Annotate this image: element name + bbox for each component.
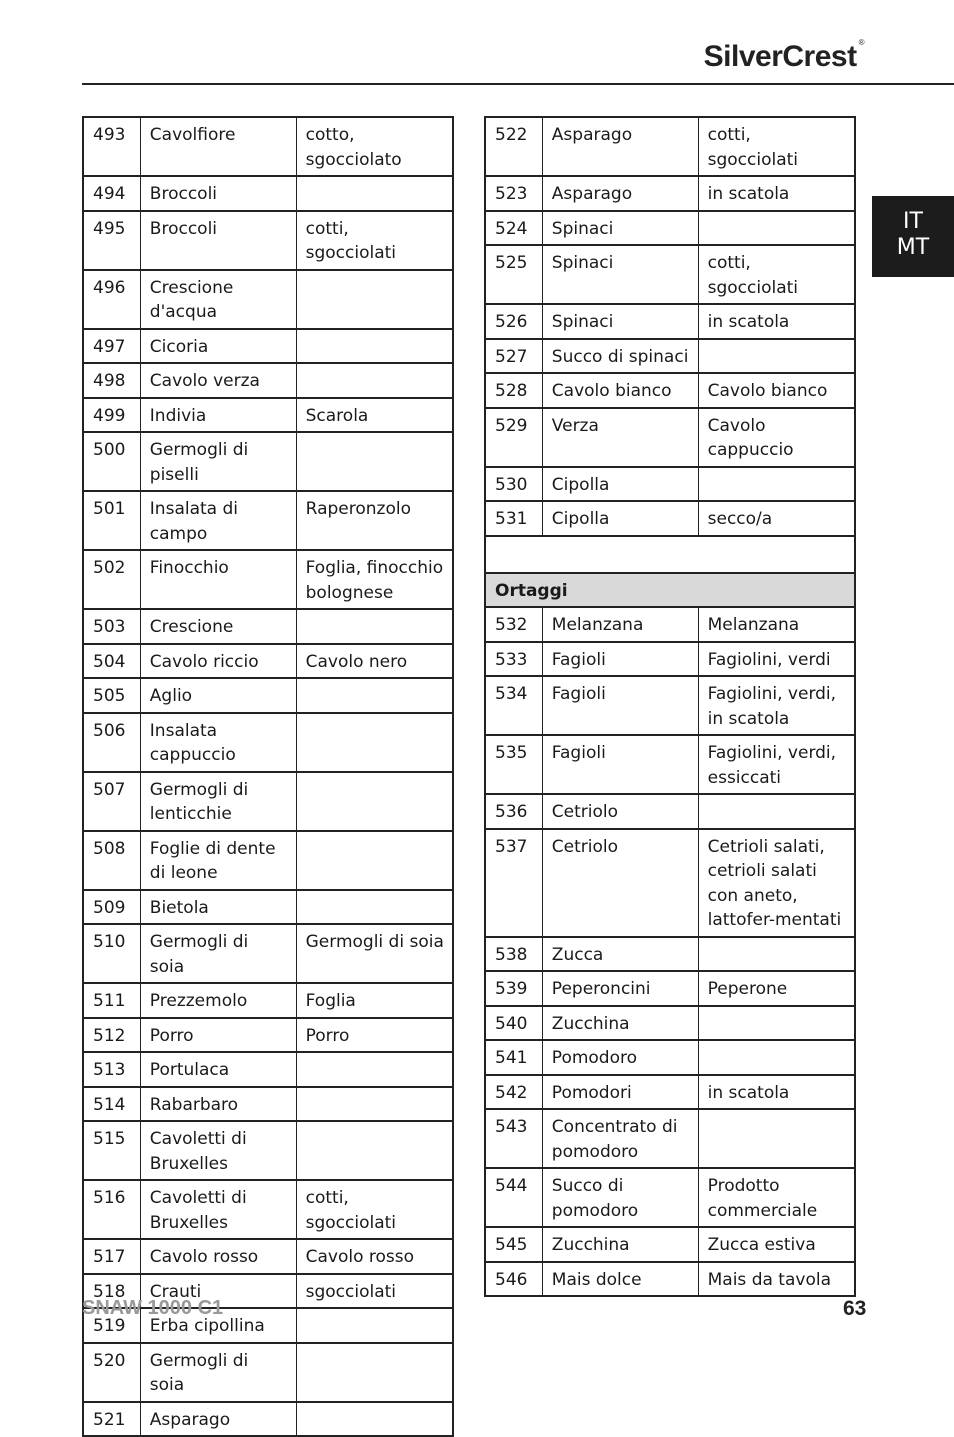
- table-row: [83, 609, 453, 644]
- row-code: 520: [83, 1343, 140, 1402]
- language-code-mt: MT: [896, 235, 930, 260]
- row-code: 537: [485, 829, 542, 937]
- table-row: [83, 713, 453, 772]
- food-detail: Peperone: [698, 971, 855, 1006]
- food-detail: in scatola: [698, 176, 855, 211]
- food-name: Pomodoro: [542, 1040, 698, 1075]
- food-name: Germogli di soia: [140, 924, 296, 983]
- table-row: [485, 1109, 855, 1168]
- row-code: 535: [485, 735, 542, 794]
- row-code: 501: [83, 491, 140, 550]
- food-detail: [698, 467, 855, 502]
- food-name: Cetriolo: [542, 794, 698, 829]
- table-row: [83, 1239, 453, 1274]
- table-row: [83, 831, 453, 890]
- food-name: Verza: [542, 408, 698, 467]
- food-name: Finocchio: [140, 550, 296, 609]
- food-detail: in scatola: [698, 304, 855, 339]
- food-detail: secco/a: [698, 501, 855, 536]
- food-name: Succo di pomodoro: [542, 1168, 698, 1227]
- table-row: [83, 1052, 453, 1087]
- table-row: [83, 772, 453, 831]
- row-code: 512: [83, 1018, 140, 1053]
- row-code: 494: [83, 176, 140, 211]
- food-name: Crescione: [140, 609, 296, 644]
- food-name: Fagioli: [542, 735, 698, 794]
- food-detail: [296, 1121, 453, 1180]
- food-detail: cotti, sgocciolati: [296, 211, 453, 270]
- section-header-row: [485, 573, 855, 608]
- row-code: 505: [83, 678, 140, 713]
- food-name: Fagioli: [542, 676, 698, 735]
- food-name: Concentrato di pomodoro: [542, 1109, 698, 1168]
- food-detail: [296, 678, 453, 713]
- row-code: 511: [83, 983, 140, 1018]
- row-code: 503: [83, 609, 140, 644]
- food-name: Bietola: [140, 890, 296, 925]
- table-row: [485, 467, 855, 502]
- table-row: [485, 304, 855, 339]
- row-code: 506: [83, 713, 140, 772]
- food-detail: cotti, sgocciolati: [296, 1180, 453, 1239]
- food-detail: cotti, sgocciolati: [698, 245, 855, 304]
- row-code: 496: [83, 270, 140, 329]
- table-row: [485, 501, 855, 536]
- table-row: [485, 1075, 855, 1110]
- food-name: Germogli di lenticchie: [140, 772, 296, 831]
- food-name: Asparago: [542, 117, 698, 176]
- food-name: Crescione d'acqua: [140, 270, 296, 329]
- food-name: Cavolo bianco: [542, 373, 698, 408]
- food-name: Foglie di dente di leone: [140, 831, 296, 890]
- food-name: Asparago: [542, 176, 698, 211]
- row-code: 524: [485, 211, 542, 246]
- registered-mark: ®: [858, 38, 864, 47]
- table-row: [83, 1343, 453, 1402]
- table-row: [83, 270, 453, 329]
- table-row: [83, 1402, 453, 1437]
- table-row: [83, 678, 453, 713]
- row-code: 545: [485, 1227, 542, 1262]
- table-row: [485, 971, 855, 1006]
- table-row: [83, 1121, 453, 1180]
- row-code: 518: [83, 1274, 140, 1309]
- table-row: [83, 491, 453, 550]
- table-row: [83, 890, 453, 925]
- food-name: Asparago: [140, 1402, 296, 1437]
- table-row: [485, 339, 855, 374]
- food-name: Insalata di campo: [140, 491, 296, 550]
- table-row: [485, 211, 855, 246]
- row-code: 519: [83, 1308, 140, 1343]
- food-detail: Melanzana: [698, 607, 855, 642]
- row-code: 507: [83, 772, 140, 831]
- row-code: 534: [485, 676, 542, 735]
- food-name: Cavoletti di Bruxelles: [140, 1180, 296, 1239]
- food-name: Cavoletti di Bruxelles: [140, 1121, 296, 1180]
- table-row: [83, 550, 453, 609]
- row-code: 529: [485, 408, 542, 467]
- food-name: Spinaci: [542, 211, 698, 246]
- table-row: [83, 432, 453, 491]
- table-row: [485, 937, 855, 972]
- row-code: 546: [485, 1262, 542, 1297]
- food-name: Succo di spinaci: [542, 339, 698, 374]
- food-name: Spinaci: [542, 245, 698, 304]
- header-divider: [82, 83, 954, 85]
- food-detail: cotto, sgocciolato: [296, 117, 453, 176]
- row-code: 525: [485, 245, 542, 304]
- food-detail: [296, 329, 453, 364]
- row-code: 515: [83, 1121, 140, 1180]
- food-name: Insalata cappuccio: [140, 713, 296, 772]
- food-detail: [698, 339, 855, 374]
- food-detail: [698, 211, 855, 246]
- row-code: 522: [485, 117, 542, 176]
- food-detail: Fagiolini, verdi: [698, 642, 855, 677]
- food-detail: [698, 1109, 855, 1168]
- food-name: Prezzemolo: [140, 983, 296, 1018]
- row-code: 497: [83, 329, 140, 364]
- food-name: Zucchina: [542, 1227, 698, 1262]
- row-code: 544: [485, 1168, 542, 1227]
- row-code: 528: [485, 373, 542, 408]
- food-detail: [296, 1087, 453, 1122]
- row-code: 510: [83, 924, 140, 983]
- food-detail: [296, 1343, 453, 1402]
- table-row: [485, 245, 855, 304]
- food-detail: Cavolo rosso: [296, 1239, 453, 1274]
- food-detail: [296, 831, 453, 890]
- row-code: 498: [83, 363, 140, 398]
- table-row: [485, 1227, 855, 1262]
- table-row: [83, 398, 453, 433]
- row-code: 517: [83, 1239, 140, 1274]
- food-name: Peperoncini: [542, 971, 698, 1006]
- language-code-it: IT: [903, 209, 923, 234]
- food-detail: [296, 772, 453, 831]
- food-detail: Cavolo cappuccio: [698, 408, 855, 467]
- row-code: 513: [83, 1052, 140, 1087]
- row-code: 527: [485, 339, 542, 374]
- table-row: [485, 1262, 855, 1297]
- food-name: Germogli di piselli: [140, 432, 296, 491]
- table-row: [83, 1087, 453, 1122]
- food-name: Cavolfiore: [140, 117, 296, 176]
- food-name: Pomodori: [542, 1075, 698, 1110]
- food-detail: Foglia, finocchio bolognese: [296, 550, 453, 609]
- food-detail: [296, 270, 453, 329]
- food-detail: [296, 609, 453, 644]
- row-code: 508: [83, 831, 140, 890]
- food-detail: Prodotto commerciale: [698, 1168, 855, 1227]
- footer-model-number: SNAW 1000 C1: [82, 1297, 224, 1319]
- food-name: Cavolo riccio: [140, 644, 296, 679]
- food-table-right: [484, 116, 856, 1297]
- table-row: [485, 676, 855, 735]
- food-name: Cavolo rosso: [140, 1239, 296, 1274]
- table-row: [83, 983, 453, 1018]
- row-code: 541: [485, 1040, 542, 1075]
- food-name: Crauti: [140, 1274, 296, 1309]
- food-detail: [698, 937, 855, 972]
- food-name: Mais dolce: [542, 1262, 698, 1297]
- food-detail: [698, 1040, 855, 1075]
- row-code: 542: [485, 1075, 542, 1110]
- food-detail: [296, 363, 453, 398]
- table-row: [485, 607, 855, 642]
- food-detail: [296, 890, 453, 925]
- food-name: Cavolo verza: [140, 363, 296, 398]
- food-name: Portulaca: [140, 1052, 296, 1087]
- row-code: 543: [485, 1109, 542, 1168]
- food-detail: Cavolo nero: [296, 644, 453, 679]
- language-tab: [872, 196, 954, 277]
- food-name: Cicoria: [140, 329, 296, 364]
- food-name: Aglio: [140, 678, 296, 713]
- food-name: Broccoli: [140, 176, 296, 211]
- food-detail: Zucca estiva: [698, 1227, 855, 1262]
- food-detail: [296, 1308, 453, 1343]
- row-code: 514: [83, 1087, 140, 1122]
- row-code: 504: [83, 644, 140, 679]
- table-row: [485, 735, 855, 794]
- row-code: 539: [485, 971, 542, 1006]
- food-detail: [296, 713, 453, 772]
- table-row: [83, 176, 453, 211]
- brand-name: SilverCrest: [703, 40, 857, 73]
- food-detail: Mais da tavola: [698, 1262, 855, 1297]
- food-table-left: [82, 116, 454, 1437]
- table-row: [83, 1018, 453, 1053]
- row-code: 499: [83, 398, 140, 433]
- row-code: 530: [485, 467, 542, 502]
- food-name: Broccoli: [140, 211, 296, 270]
- table-row: [83, 117, 453, 176]
- food-name: Germogli di soia: [140, 1343, 296, 1402]
- row-code: 533: [485, 642, 542, 677]
- table-row: [485, 1168, 855, 1227]
- food-detail: [296, 1052, 453, 1087]
- food-detail: Scarola: [296, 398, 453, 433]
- table-row: [485, 829, 855, 937]
- table-row: [485, 1040, 855, 1075]
- table-row: [485, 373, 855, 408]
- row-code: 509: [83, 890, 140, 925]
- table-row: [83, 924, 453, 983]
- table-row: [83, 329, 453, 364]
- food-detail: Fagiolini, verdi, in scatola: [698, 676, 855, 735]
- row-code: 536: [485, 794, 542, 829]
- table-row: [83, 644, 453, 679]
- row-code: 521: [83, 1402, 140, 1437]
- table-row: [485, 176, 855, 211]
- food-detail: [296, 432, 453, 491]
- table-row: [83, 363, 453, 398]
- food-detail: [698, 1006, 855, 1041]
- row-code: 531: [485, 501, 542, 536]
- table-row: [485, 408, 855, 467]
- food-name: Cetriolo: [542, 829, 698, 937]
- section-title: Ortaggi: [485, 573, 855, 608]
- food-detail: sgocciolati: [296, 1274, 453, 1309]
- row-code: 523: [485, 176, 542, 211]
- food-name: Indivia: [140, 398, 296, 433]
- table-row: [485, 1006, 855, 1041]
- table-spacer-row: [485, 536, 855, 573]
- table-row: [485, 794, 855, 829]
- food-name: Melanzana: [542, 607, 698, 642]
- table-row: [83, 1180, 453, 1239]
- food-detail: Germogli di soia: [296, 924, 453, 983]
- food-name: Rabarbaro: [140, 1087, 296, 1122]
- food-detail: Cetrioli salati, cetrioli salati con aneto, lattofer-mentati: [698, 829, 855, 937]
- row-code: 516: [83, 1180, 140, 1239]
- food-detail: Foglia: [296, 983, 453, 1018]
- row-code: 538: [485, 937, 542, 972]
- food-detail: Fagiolini, verdi, essiccati: [698, 735, 855, 794]
- food-name: Zucca: [542, 937, 698, 972]
- food-name: Porro: [140, 1018, 296, 1053]
- food-name: Fagioli: [542, 642, 698, 677]
- food-detail: [296, 176, 453, 211]
- food-detail: [296, 1402, 453, 1437]
- row-code: 532: [485, 607, 542, 642]
- page-number: 63: [843, 1297, 867, 1320]
- row-code: 502: [83, 550, 140, 609]
- food-name: Cipolla: [542, 501, 698, 536]
- food-detail: Raperonzolo: [296, 491, 453, 550]
- food-name: Erba cipollina: [140, 1308, 296, 1343]
- food-detail: Cavolo bianco: [698, 373, 855, 408]
- row-code: 500: [83, 432, 140, 491]
- food-name: Cipolla: [542, 467, 698, 502]
- food-detail: Porro: [296, 1018, 453, 1053]
- food-name: Spinaci: [542, 304, 698, 339]
- row-code: 540: [485, 1006, 542, 1041]
- row-code: 526: [485, 304, 542, 339]
- brand-logo: [704, 40, 862, 74]
- table-row: [485, 117, 855, 176]
- food-detail: [698, 794, 855, 829]
- table-row: [485, 642, 855, 677]
- food-detail: cotti, sgocciolati: [698, 117, 855, 176]
- food-detail: in scatola: [698, 1075, 855, 1110]
- food-name: Zucchina: [542, 1006, 698, 1041]
- row-code: 495: [83, 211, 140, 270]
- row-code: 493: [83, 117, 140, 176]
- table-row: [83, 211, 453, 270]
